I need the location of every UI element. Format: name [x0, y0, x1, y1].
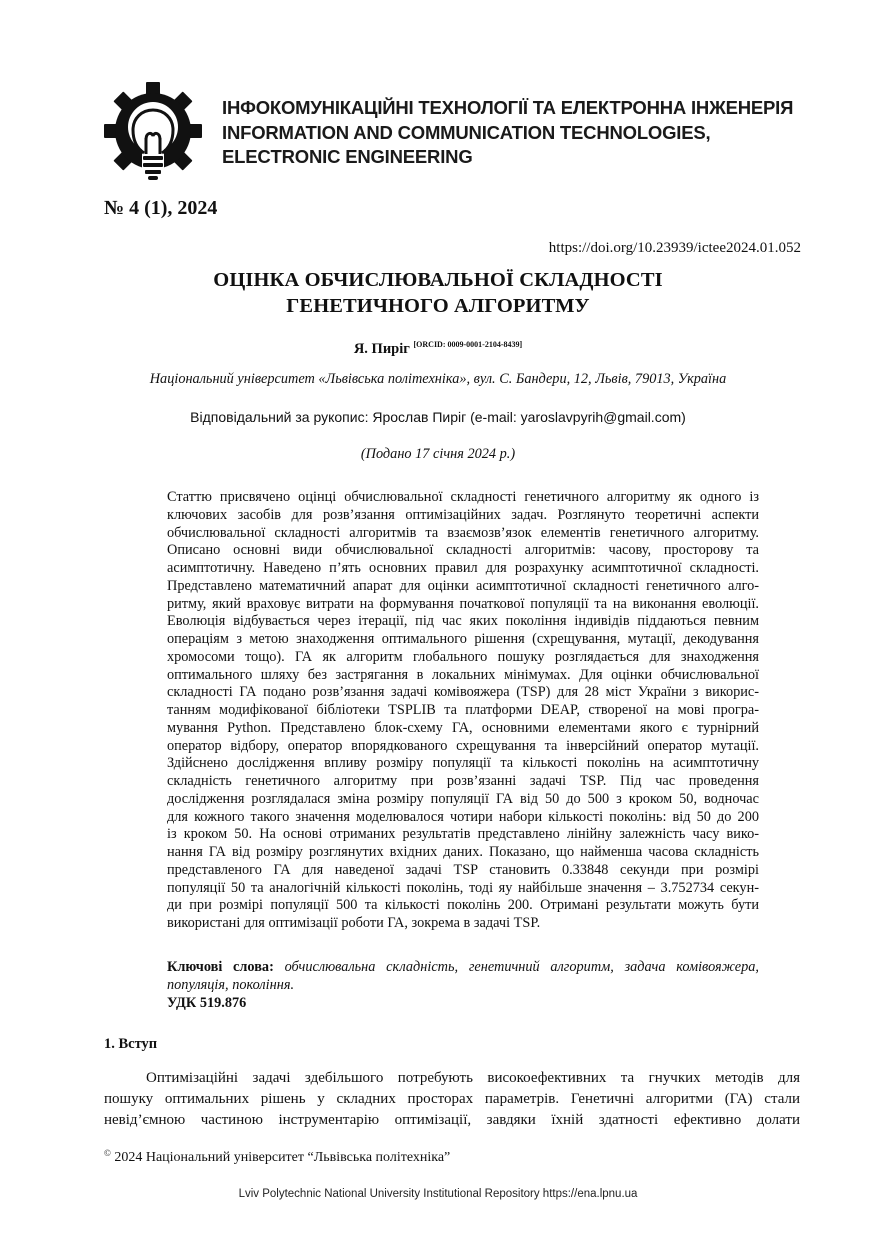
abstract-line: Представлено математичний апарат для оцінки асимптотичної складності генетичного алго-	[167, 577, 759, 594]
abstract-line: ключових засобів для розв’язання оптимізаційних задач. Розглянуто теоретичні аспекти	[167, 506, 759, 523]
keywords-block	[167, 958, 759, 1012]
abstract-line: для кожного такого значення моделювалося чотири набори кількості поколінь: від 50 до 200	[167, 808, 759, 825]
abstract-line: ди при розмірі популяції 500 та кількості поколінь 200. Отримані результати можуть бути	[167, 897, 759, 914]
udc-code: УДК 519.876	[167, 995, 247, 1011]
paper-title-line-2: ГЕНЕТИЧНОГО АЛГОРИТМУ	[286, 295, 590, 317]
author-line	[0, 340, 876, 358]
abstract-line: представленого ГА для наведеної задачі TSP становить 0.33848 секунди при розмірі	[167, 861, 759, 878]
copyright-symbol: ©	[104, 1148, 111, 1158]
journal-title	[222, 96, 793, 170]
gear-lightbulb-icon	[102, 80, 204, 184]
author-orcid: [ORCID: 0009-0001-2104-8439]	[413, 340, 523, 349]
intro-line-1: Оптимізаційні задачі здебільшого потребують високоефективних та гнучких методів для	[146, 1070, 800, 1086]
abstract-line: Здійснено дослідження впливу розміру популяції та кількості поколінь на асимптотичну	[167, 755, 759, 772]
intro-line-2: пошуку оптимальних рішень у складних просторах параметрів. Генетичні алгоритми (ГА) стали	[104, 1091, 800, 1107]
abstract-line: обчислювальної складності алгоритмів та взаємозв’язок елементів генетичного алгоритму.	[167, 524, 759, 541]
abstract-line: ритму, який враховує витрати на формування початкової популяції та на виконання еволюції.	[167, 595, 759, 612]
copyright-text: 2024 Національний університет “Львівська політехніка”	[114, 1150, 451, 1165]
abstract-line: оператор відбору, оператор впорядкованого схрещування та інверсійний оператор мутації.	[167, 737, 759, 754]
keywords-line-1	[167, 958, 759, 976]
journal-logo	[102, 80, 204, 184]
journal-title-en-1: INFORMATION AND COMMUNICATION TECHNOLOGIES,	[222, 121, 711, 143]
doi-link[interactable]: https://doi.org/10.23939/ictee2024.01.052	[548, 240, 801, 256]
abstract-line: популяції 50 та аналогічній кількості поколінь, тоді яу найбільше значення – 3.752734 секун-	[167, 879, 759, 896]
submission-date: (Подано 17 січня 2024 р.)	[360, 446, 516, 462]
abstract-line: Описано основні види обчислювальної складності алгоритмів: часову, просторову та	[167, 542, 759, 559]
abstract-line: асимптотичну. Наведено п’ять основних правил для розрахунку асимптотичної складності.	[167, 560, 759, 576]
abstract-line: складності ГА подано розв’язання задачі комівояжера (TSP) для 28 міст України з викорис-	[167, 684, 759, 701]
abstract-line: нання ГА від розміру розглянутих вхідних даних. Показано, що найменша часова складність	[167, 844, 759, 860]
issue-number: № 4 (1), 2024	[104, 197, 218, 219]
abstract-line: Статтю присвячено оцінці обчислювальної складності генетичного алгоритму як одного із	[167, 489, 759, 505]
section-heading: 1. Вступ	[104, 1036, 158, 1052]
paper-title-line-1: ОЦІНКА ОБЧИСЛЮВАЛЬНОЇ СКЛАДНОСТІ	[213, 269, 663, 291]
abstract	[167, 489, 759, 933]
abstract-line: оптимального шляху без застрягання в локальних мінімумах. Для оцінки обчислювальної	[167, 666, 759, 683]
corresponding-author: Відповідальний за рукопис: Ярослав Пиріг (e-mail: yaroslavpyrih@gmail.com)	[190, 409, 686, 425]
affiliation: Національний університет «Львівська політехніка», вул. С. Бандери, 12, Львів, 79013, Україна	[149, 371, 727, 387]
journal-title-uk: ІНФОКОМУНІКАЦІЙНІ ТЕХНОЛОГІЇ ТА ЕЛЕКТРОННА ІНЖЕНЕРІЯ	[222, 97, 794, 118]
paper-title	[0, 267, 876, 319]
abstract-line: із кроком 50. На основі отриманих результатів представлено лінійну залежність часу вико-	[167, 826, 759, 843]
abstract-line: мування Python. Представлено блок-схему ГА, основними елементами якого є турнірний	[167, 719, 759, 736]
abstract-line: операціям з метою знаходження оптимального рішення (схрещування, мутації, декодування	[167, 631, 759, 647]
abstract-line: складність генетичного алгоритму при розв’язанні задачі TSP. Під час проведення	[167, 773, 759, 789]
abstract-line: дослідження розглядалася зміна розміру популяції ГА від 50 до 500 з кроком 50, водночас	[167, 790, 759, 807]
abstract-line: хромосоми тощо). ГА як алгоритм глобального пошуку розглядається для знаходження	[167, 648, 759, 665]
keywords-text-1: обчислювальна складність, генетичний алгоритм, задача комівояжера,	[284, 959, 759, 975]
author-name: Я. Пиріг	[353, 341, 410, 357]
journal-title-en-2: ELECTRONIC ENGINEERING	[222, 146, 473, 167]
intro-line-3: невід’ємною частиною інструментарію оптимізації, завдяки їхній здатності ефективно долати	[104, 1112, 800, 1128]
keywords-label: Ключові слова:	[167, 959, 274, 975]
keywords-line-2	[167, 976, 759, 994]
abstract-line: танням модифікованої бібліотеки TSPLIB та платформи DEAP, створеної на мові програ-	[167, 702, 759, 718]
keywords-text-2: популяція, покоління.	[167, 977, 295, 993]
abstract-line: використані для оптимізації роботи ГА, зокрема в задачі TSP.	[167, 915, 541, 931]
copyright-notice	[104, 1148, 450, 1166]
intro-text	[104, 1068, 800, 1131]
repository-footer: Lviv Polytechnic National University Institutional Repository https://ena.lpnu.ua	[238, 1188, 638, 1200]
abstract-line: Еволюція відбувається через ітерації, під час яких покоління індивідів піддаються певним	[167, 613, 759, 630]
